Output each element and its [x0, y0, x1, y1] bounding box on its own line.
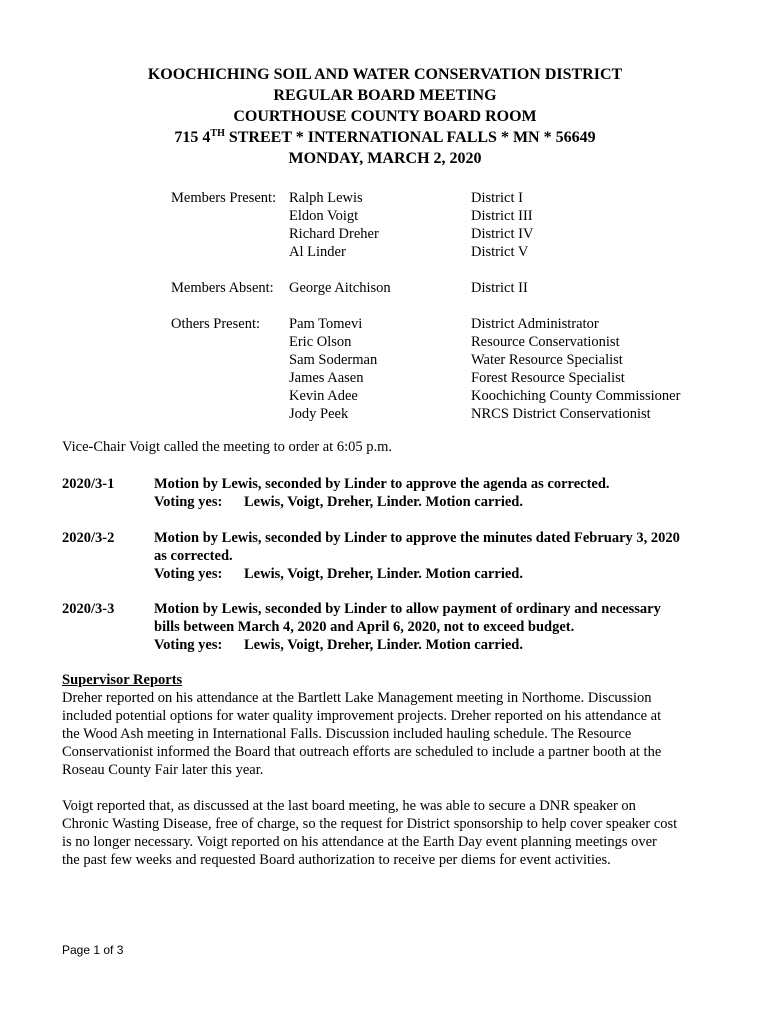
- member-district: District III: [471, 208, 533, 224]
- motion-number: 2020/3-3: [62, 601, 115, 617]
- paragraph-line: the Wood Ash meeting in International Falls. Discussion included hauling schedule. The Resource: [62, 726, 632, 742]
- attendee-name: Sam Soderman: [289, 352, 378, 368]
- attendee-name: Pam Tomevi: [289, 316, 363, 332]
- member-name: Eldon Voigt: [289, 208, 359, 224]
- supervisor-report-paragraph: [62, 797, 712, 869]
- header-date: MONDAY, MARCH 2, 2020: [288, 150, 482, 167]
- paragraph-line: Roseau County Fair later this year.: [62, 762, 264, 778]
- header-address-rest: STREET * INTERNATIONAL FALLS * MN * 56649: [224, 129, 596, 146]
- attendee-name: Kevin Adee: [289, 388, 358, 404]
- motion-number: 2020/3-1: [62, 476, 115, 492]
- member-name: Al Linder: [289, 244, 346, 260]
- member-name: Richard Dreher: [289, 226, 379, 242]
- motion-text-line: Motion by Lewis, seconded by Linder to approve the agenda as corrected.: [154, 476, 610, 492]
- motion-text-line: Motion by Lewis, seconded by Linder to allow payment of ordinary and necessary: [154, 601, 661, 617]
- header-meeting-type: REGULAR BOARD MEETING: [273, 87, 497, 104]
- header-address-number: 715 4: [174, 129, 211, 146]
- voting-label: Voting yes:: [154, 637, 223, 653]
- voting-result: Lewis, Voigt, Dreher, Linder. Motion carried.: [244, 566, 523, 582]
- supervisor-reports-section: [62, 671, 712, 779]
- member-district: District V: [471, 244, 529, 260]
- attendee-name: Jody Peek: [289, 406, 349, 422]
- header-address-suffix: TH: [210, 128, 225, 139]
- others-present-label: Others Present:: [171, 316, 260, 332]
- attendee-name: James Aasen: [289, 370, 364, 386]
- paragraph-line: included potential options for water quality improvement projects. Dreher reported on his attendance at: [62, 708, 662, 724]
- motion-vote: [154, 636, 714, 654]
- paragraph-line: Conservationist informed the Board that outreach efforts are scheduled to include a partner booth at the: [62, 744, 662, 760]
- member-name: George Aitchison: [289, 280, 391, 296]
- paragraph-line: is no longer necessary. Voigt reported on his attendance at the Earth Day event planning meetings over: [62, 834, 657, 850]
- voting-result: Lewis, Voigt, Dreher, Linder. Motion carried.: [244, 637, 523, 653]
- document-header: [0, 64, 770, 169]
- attendee-title: Forest Resource Specialist: [471, 370, 625, 386]
- member-district: District IV: [471, 226, 534, 242]
- motion-text-line: bills between March 4, 2020 and April 6, 2020, not to exceed budget.: [154, 619, 575, 635]
- header-address: [0, 127, 770, 148]
- attendee-title: Koochiching County Commissioner: [471, 388, 681, 404]
- motion-body: [154, 600, 714, 654]
- header-org-name: KOOCHICHING SOIL AND WATER CONSERVATION DISTRICT: [147, 66, 623, 83]
- motion-vote: [154, 493, 714, 511]
- voting-result: Lewis, Voigt, Dreher, Linder. Motion carried.: [244, 494, 523, 510]
- attendee-title: Water Resource Specialist: [471, 352, 623, 368]
- paragraph-line: the past few weeks and requested Board authorization to receive per diems for event activities.: [62, 852, 611, 868]
- member-district: District I: [471, 190, 523, 206]
- paragraph-line: Dreher reported on his attendance at the Bartlett Lake Management meeting in Northome. Discussion: [62, 690, 652, 706]
- attendee-title: Resource Conservationist: [471, 334, 620, 350]
- call-to-order-text: Vice-Chair Voigt called the meeting to order at 6:05 p.m.: [62, 439, 392, 455]
- header-location: COURTHOUSE COUNTY BOARD ROOM: [233, 108, 537, 125]
- paragraph-line: Chronic Wasting Disease, free of charge, so the request for District sponsorship to help cover speaker cost: [62, 816, 678, 832]
- motion-body: [154, 475, 714, 511]
- attendee-title: NRCS District Conservationist: [471, 406, 651, 422]
- voting-label: Voting yes:: [154, 566, 223, 582]
- motion-number: 2020/3-2: [62, 530, 115, 546]
- motion-text-line: as corrected.: [154, 548, 233, 564]
- member-name: Ralph Lewis: [289, 190, 363, 206]
- voting-label: Voting yes:: [154, 494, 223, 510]
- section-heading: Supervisor Reports: [62, 672, 183, 688]
- paragraph-line: Voigt reported that, as discussed at the last board meeting, he was able to secure a DNR speaker on: [62, 798, 636, 814]
- motion-vote: [154, 565, 714, 583]
- members-absent-label: Members Absent:: [171, 280, 274, 296]
- attendee-name: Eric Olson: [289, 334, 352, 350]
- member-district: District II: [471, 280, 528, 296]
- members-present-label: Members Present:: [171, 190, 277, 206]
- page-number: Page 1 of 3: [62, 943, 124, 957]
- motion-body: [154, 529, 714, 583]
- motion-text-line: Motion by Lewis, seconded by Linder to approve the minutes dated February 3, 2020: [154, 530, 680, 546]
- attendee-title: District Administrator: [471, 316, 599, 332]
